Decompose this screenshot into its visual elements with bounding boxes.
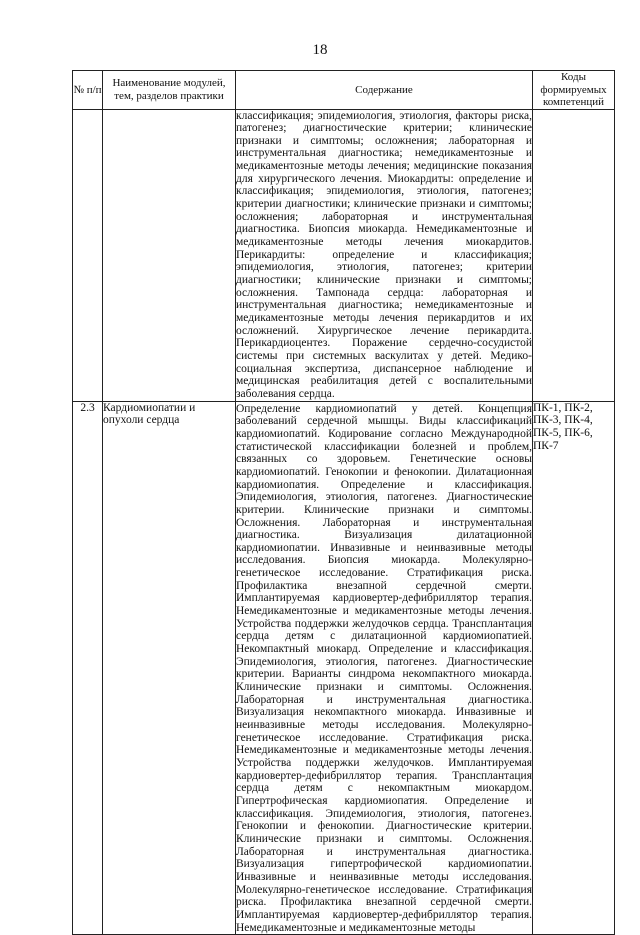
table-row	[73, 109, 615, 401]
header-name: Наименование модулей, тем, разделов практики	[103, 71, 236, 110]
row-content: Определение кардиомиопатий у детей. Концепция заболеваний сердечной мышцы. Виды классификаций кардиомиопатий. Кодирование согласно Международной статистической классификации болезней и проблем, связанных со здоровьем. Генетические основы кардиомиопатий. Генокопии и фенокопии. Дилатационная кардиомиопатия. Определение и классификация. Эпидемиология, этиология, патогенез. Диагностические критерии. Клинические признаки и симптомы. Осложнения. Лабораторная и инструментальная диагностика. Визуализация дилатационной кардиомиопатии. Инвазивные и неинвазивные методы исследования. Биопсия миокарда. Молекулярно-генетическое исследование. Стратификация риска. Профилактика внезапной сердечной смерти. Имплантируемая кардиовертер-дефибриллятор терапия. Немедикаментозные и медикаментозные методы лечения. Устройства поддержки желудочков сердца. Трансплантация сердца детям с дилатационной кардиомиопатией. Некомпактный миокард. Определение и классификация. Эпидемиология, этиология, патогенез. Диагностические критерии. Варианты синдрома некомпактного миокарда. Клинические признаки и симптомы. Осложнения. Лабораторная и инструментальная диагностика. Визуализация некомпактного миокарда. Инвазивные и неинвазивные методы исследования. Молекулярно-генетическое исследование. Стратификация риска. Немедикаментозные и медикаментозные методы лечения. Устройства поддержки желудочков. Имплантируемая кардиовертер-дефибриллятор терапия. Трансплантация сердца детям с некомпактным миокардом. Гипертрофическая кардиомиопатия. Определение и классификация. Эпидемиология, этиология, патогенез. Генокопии и фенокопии. Диагностические критерии. Клинические признаки и симптомы. Осложнения. Лабораторная и инструментальная диагностика. Визуализация гипертрофической кардиомиопатии. Инвазивные и неинвазивные методы исследования. Молекулярно-генетическое исследование. Стратификация риска. Профилактика внезапной сердечной смерти. Имплантируемая кардиовертер-дефибриллятор терапия. Немедикаментозные и медикаментозные методы	[236, 402, 532, 934]
page-number: 18	[312, 42, 328, 58]
row-num	[73, 109, 103, 401]
row-name	[103, 109, 236, 401]
curriculum-table	[72, 70, 615, 935]
row-num: 2.3	[73, 401, 103, 935]
row-content: классификация; эпидемиология, этиология, факторы риска, патогенез; диагностические критерии; клинические признаки и симптомы; осложнения; лабораторная и инструментальная диагностика; немедикаментозные и медикаментозные методы лечения; медицинские показания для хирургического лечения. Миокардиты: определение и классификация; эпидемиология, этиология, патогенез; критерии диагностики; клинические признаки и симптомы; осложнения; лабораторная и инструментальная диагностика. Биопсия миокарда. Немедикаментозные и медикаментозные методы лечения миокардитов. Перикардиты: определение и классификация; эпидемиология, этиология, патогенез; критерии диагностики; клинические признаки и симптомы; осложнения. Тампонада сердца: лабораторная и инструментальная диагностика; немедикаментозные и медикаментозные методы лечения перикардитов и их осложнений. Хирургическое лечение перикардита. Перикардиоцентез. Поражение сердечно-сосудистой системы при системных васкулитах у детей. Медико-социальная экспертиза, диспансерное наблюдение и медицинская реабилитация детей с воспалительными заболевания сердца.	[236, 109, 532, 400]
table-header-row	[73, 71, 615, 110]
header-content: Содержание	[236, 71, 533, 110]
table-row	[73, 401, 615, 935]
row-codes	[533, 109, 615, 401]
header-codes: Коды формируемых компетенций	[533, 71, 615, 110]
row-codes: ПК-1, ПК-2, ПК-3, ПК-4, ПК-5, ПК-6, ПК-7	[533, 401, 615, 935]
header-num: № п/п	[73, 71, 103, 110]
row-name: Кардиомиопатии и опухоли сердца	[103, 401, 236, 935]
